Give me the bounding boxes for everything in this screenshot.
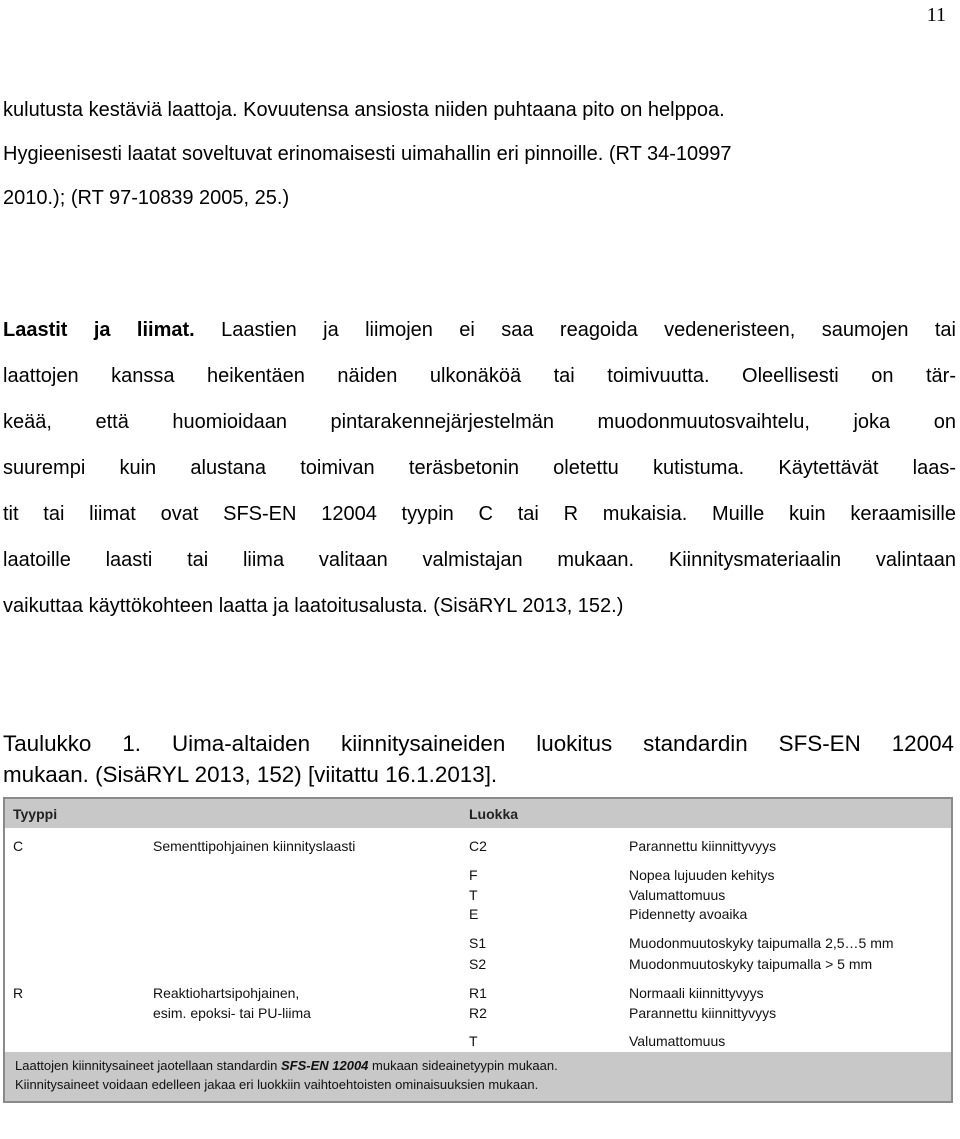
- text-line: 2010.); (RT 97-10839 2005, 25.): [3, 187, 290, 209]
- text-fragment: Laattojen kiinnitysaineet jaotellaan standardin: [15, 1058, 281, 1073]
- class-code: S1: [469, 935, 487, 951]
- text-fragment: mukaan sideainetyypin mukaan.: [368, 1058, 558, 1073]
- text-line: tit tai liimat ovat SFS-EN 12004 tyypin C tai R mukaisia. Muille kuin keraamisille: [3, 503, 956, 525]
- standard-reference: SFS-EN 12004: [280, 1058, 369, 1073]
- text-line: kulutusta kestäviä laattoja. Kovuutensa ansiosta niiden puhtaana pito on helppoa.: [3, 99, 725, 121]
- header-tyyppi: Tyyppi: [13, 806, 58, 822]
- type-desc-r: Reaktiohartsipohjainen,: [153, 985, 300, 1001]
- class-desc: Valumattomuus: [629, 1033, 726, 1049]
- caption-line: Taulukko 1. Uima-altaiden kiinnitysaineiden luokitus standardin SFS-EN 12004: [3, 731, 954, 756]
- text-line: keää, että huomioidaan pintarakennejärjestelmän muodonmuutosvaihtelu, joka on: [3, 411, 956, 433]
- type-desc-r: esim. epoksi- tai PU-liima: [153, 1005, 311, 1021]
- class-desc: Valumattomuus: [629, 887, 726, 903]
- page-number: 11: [926, 4, 946, 26]
- table-caption: [3, 728, 954, 790]
- footer-line: Kiinnitysaineet voidaan edelleen jakaa eri luokkiin vaihtoehtoisten ominaisuuksien mukaan.: [15, 1077, 539, 1092]
- class-desc: Muodonmuutoskyky taipumalla > 5 mm: [629, 956, 873, 972]
- text-line: laatoille laasti tai liima valitaan valmistajan mukaan. Kiinnitysmateriaalin valintaan: [3, 549, 956, 571]
- class-code: C2: [469, 838, 487, 854]
- section-lead-heading: Laastit ja liimat.: [3, 319, 195, 341]
- table-footer-note: [5, 1052, 951, 1101]
- class-code: F: [469, 867, 478, 883]
- class-code: T: [469, 1033, 478, 1049]
- text-line: suurempi kuin alustana toimivan teräsbetonin oletettu kutistuma. Käytettävät laas-: [3, 457, 956, 479]
- text-line: vaikuttaa käyttökohteen laatta ja laatoitusalusta. (SisäRYL 2013, 152.): [3, 595, 624, 617]
- text-line: [3, 307, 956, 353]
- class-desc: Muodonmuutoskyky taipumalla 2,5…5 mm: [629, 935, 894, 951]
- class-code: R2: [469, 1005, 487, 1021]
- paragraph-intro: [3, 88, 953, 220]
- class-desc: Nopea lujuuden kehitys: [629, 867, 775, 883]
- class-desc: Pidennetty avoaika: [629, 906, 748, 922]
- paragraph-laastit-ja-liimat: [3, 307, 956, 629]
- table-header: [5, 799, 951, 828]
- type-code-r: R: [13, 985, 24, 1001]
- text-line: laattojen kanssa heikentäen näiden ulkonäköä tai toimivuutta. Oleellisesti on tär-: [3, 365, 956, 387]
- class-code: S2: [469, 956, 487, 972]
- class-desc: Normaali kiinnittyvyys: [629, 985, 764, 1001]
- class-code: R1: [469, 985, 487, 1001]
- header-luokka: Luokka: [469, 806, 519, 822]
- class-code: E: [469, 906, 479, 922]
- class-desc: Parannettu kiinnittyvyys: [629, 1005, 777, 1021]
- text-line: Hygieenisesti laatat soveltuvat erinomaisesti uimahallin eri pinnoille. (RT 34-10997: [3, 143, 732, 165]
- class-desc: Parannettu kiinnittyvyys: [629, 838, 777, 854]
- text-fragment: Laastien ja liimojen ei saa reagoida vedeneristeen, saumojen tai: [194, 319, 956, 341]
- class-code: T: [469, 887, 478, 903]
- footer-line: [15, 1058, 558, 1073]
- type-desc-c: Sementtipohjainen kiinnityslaasti: [153, 838, 356, 854]
- classification-table: [3, 797, 953, 1103]
- type-code-c: C: [13, 838, 24, 854]
- caption-line: mukaan. (SisäRYL 2013, 152) [viitattu 16.1.2013].: [3, 762, 498, 787]
